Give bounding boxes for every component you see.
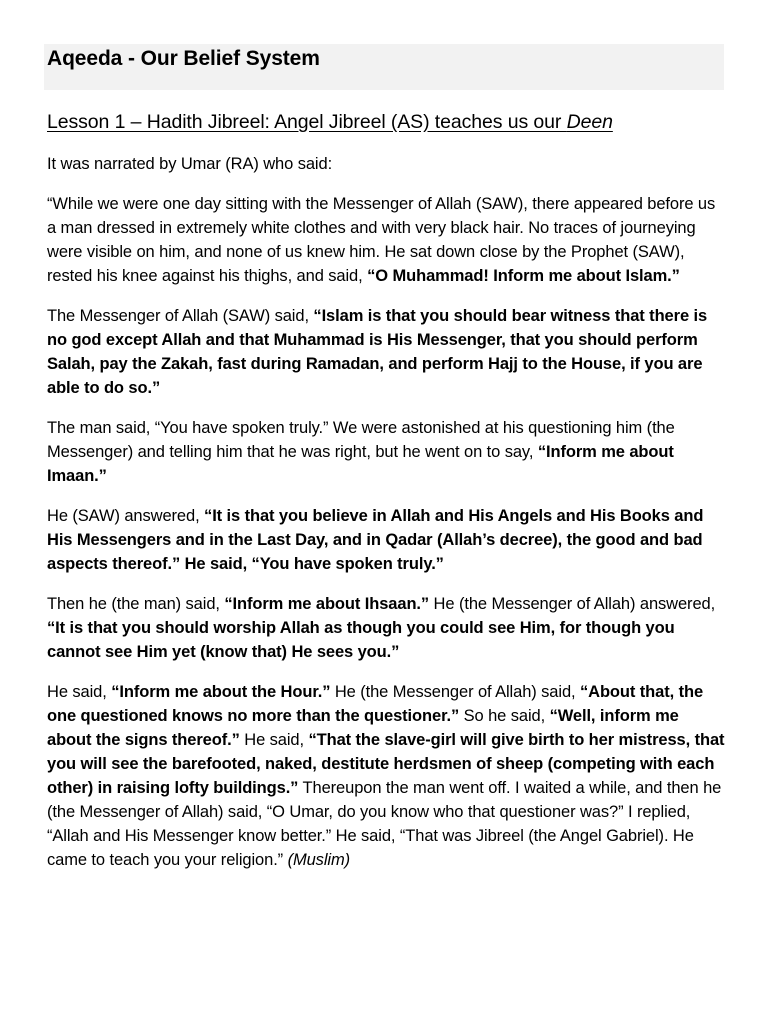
paragraph-bold: “It is that you believe in Allah and His Angels and His Books and His Messengers and in the Last Day, and in Qadar (Allah’s decree), the good and bad aspects thereof.” He said, “You have spoken truly.”	[47, 507, 704, 573]
hadith-paragraph-2	[47, 304, 727, 400]
lesson-heading-text: Lesson 1 – Hadith Jibreel: Angel Jibreel (AS) teaches us our	[47, 111, 567, 133]
paragraph-text: Then he (the man) said,	[47, 595, 225, 613]
intro-paragraph: It was narrated by Umar (RA) who said:	[47, 155, 333, 173]
paragraph-text: He said,	[239, 731, 309, 749]
title-bar	[44, 44, 724, 90]
lesson-heading	[47, 108, 727, 136]
paragraph-bold: “Inform me about Ihsaan.”	[224, 595, 430, 613]
paragraph-text: So he said,	[459, 707, 550, 725]
paragraph-text: He said,	[47, 683, 112, 701]
hadith-paragraph-1	[47, 192, 727, 288]
paragraph-bold: “Inform me about Imaan.”	[47, 443, 674, 485]
hadith-paragraph-4	[47, 504, 727, 576]
paragraph-text: “While we were one day sitting with the Messenger of Allah (SAW), there appeared before us a man dressed in extremely white clothes and with very black hair. No traces of journeying were visible on him, and none of us knew him. He sat down close by the Prophet (SAW), rested his knee against his thighs, and said,	[47, 195, 716, 285]
document-title: Aqeeda - Our Belief System	[47, 47, 320, 70]
hadith-paragraph-5	[47, 592, 727, 664]
hadith-paragraph-6	[47, 680, 727, 872]
paragraph-bold: “Well, inform me about the signs thereof.”	[47, 707, 679, 749]
paragraph-text: Thereupon the man went off. I waited a while, and then he (the Messenger of Allah) said, “O Umar, do you know who that questioner was?” I replied, “Allah and His Messenger know better.” He said, “That was Jibreel (the Angel Gabriel). He came to teach you your religion.”	[47, 779, 722, 869]
paragraph-bold: “That the slave-girl will give birth to her mistress, that you will see the barefooted, naked, destitute herdsmen of sheep (competing with each other) in raising lofty buildings.”	[47, 731, 725, 797]
paragraph-text: He (SAW) answered,	[47, 507, 205, 525]
paragraph-bold: “Islam is that you should bear witness that there is no god except Allah and that Muhammad is His Messenger, that you should perform Salah, pay the Zakah, fast during Ramadan, and perform Hajj to the House, if you are able to do so.”	[47, 307, 708, 397]
paragraph-bold: “Inform me about the Hour.”	[111, 683, 331, 701]
paragraph-text: He (the Messenger of Allah) answered,	[429, 595, 716, 613]
paragraph-bold: “About that, the one questioned knows no more than the questioner.”	[47, 683, 704, 725]
source-citation: (Muslim)	[287, 851, 350, 869]
hadith-paragraph-3	[47, 416, 727, 488]
paragraph-text: The man said, “You have spoken truly.” We were astonished at his questioning him (the Messenger) and telling him that he was right, but he went on to say,	[47, 419, 675, 461]
paragraph-bold: “It is that you should worship Allah as though you could see Him, for though you cannot see Him yet (know that) He sees you.”	[47, 619, 675, 661]
paragraph-text: The Messenger of Allah (SAW) said,	[47, 307, 314, 325]
paragraph-text: He (the Messenger of Allah) said,	[330, 683, 580, 701]
document-body	[47, 108, 727, 888]
lesson-heading-italic: Deen	[566, 111, 613, 133]
paragraph-bold: “O Muhammad! Inform me about Islam.”	[367, 267, 680, 285]
